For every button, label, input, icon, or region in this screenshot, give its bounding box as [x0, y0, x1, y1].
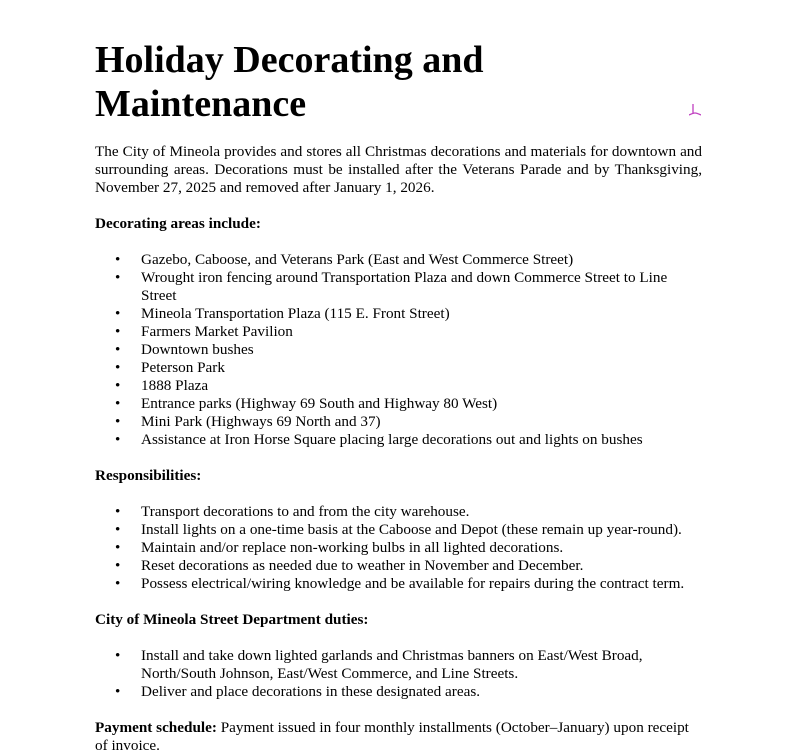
bullet-icon: •	[115, 395, 121, 412]
list-item-text: Maintain and/or replace non-working bulbs in all lighted decorations.	[141, 539, 564, 556]
bullet-icon: •	[115, 359, 121, 376]
decorating-areas-list	[95, 251, 702, 449]
list-item	[95, 557, 702, 575]
list-item-text: Mini Park (Highways 69 North and 37)	[141, 413, 381, 430]
list-item	[95, 341, 702, 359]
list-item	[95, 413, 702, 431]
list-item	[95, 431, 702, 449]
bullet-icon: •	[115, 269, 121, 286]
list-item-text: Wrought iron fencing around Transportation Plaza and down Commerce Street to Line Street	[141, 269, 668, 304]
bullet-icon: •	[115, 575, 121, 592]
list-item	[95, 323, 702, 341]
payment-schedule-label: Payment schedule:	[95, 719, 217, 736]
list-item	[95, 683, 702, 701]
list-item-text: Install and take down lighted garlands and Christmas banners on East/West Broad, North/South Johnson, East/West Commerce, and Line Streets.	[141, 647, 643, 682]
intro-paragraph: The City of Mineola provides and stores all Christmas decorations and materials for downtown and surrounding areas. Decorations must be installed after the Veterans Parade and by Thanksgiving, November 27, 2025 and removed after January 1, 2026.	[95, 143, 702, 196]
list-item	[95, 521, 702, 539]
list-item-text: Downtown bushes	[141, 341, 254, 358]
responsibilities-list	[95, 503, 702, 593]
list-item-text: Gazebo, Caboose, and Veterans Park (East and West Commerce Street)	[141, 251, 574, 268]
bullet-icon: •	[115, 431, 121, 448]
list-item	[95, 269, 702, 305]
list-item-text: Reset decorations as needed due to weather in November and December.	[141, 557, 584, 574]
bullet-icon: •	[115, 323, 121, 340]
list-item	[95, 251, 702, 269]
list-item	[95, 377, 702, 395]
list-item-text: Entrance parks (Highway 69 South and Highway 80 West)	[141, 395, 498, 412]
payment-schedule	[95, 719, 702, 755]
list-item-text: Mineola Transportation Plaza (115 E. Front Street)	[141, 305, 450, 322]
list-item-text: Install lights on a one-time basis at the Caboose and Depot (these remain up year-round).	[141, 521, 682, 538]
bullet-icon: •	[115, 539, 121, 556]
bullet-icon: •	[115, 521, 121, 538]
responsibilities-heading: Responsibilities:	[95, 467, 202, 484]
list-item-text: Deliver and place decorations in these designated areas.	[141, 683, 481, 700]
street-department-list	[95, 647, 702, 701]
decorating-areas-heading: Decorating areas include:	[95, 215, 261, 232]
payment-schedule-text: Payment issued in four monthly installments (October–January) upon receipt of invoice.	[95, 719, 689, 754]
list-item-text: 1888 Plaza	[141, 377, 209, 394]
list-item-text: Possess electrical/wiring knowledge and be available for repairs during the contract term.	[141, 575, 685, 592]
list-item-text: Farmers Market Pavilion	[141, 323, 293, 340]
list-item-text: Transport decorations to and from the city warehouse.	[141, 503, 470, 520]
street-department-heading: City of Mineola Street Department duties:	[95, 611, 369, 628]
bullet-icon: •	[115, 341, 121, 358]
list-item	[95, 503, 702, 521]
list-item	[95, 305, 702, 323]
list-item	[95, 647, 702, 683]
list-item	[95, 359, 702, 377]
bullet-icon: •	[115, 557, 121, 574]
bullet-icon: •	[115, 305, 121, 322]
list-item	[95, 395, 702, 413]
bullet-icon: •	[115, 413, 121, 430]
list-item-text: Peterson Park	[141, 359, 225, 376]
document-page	[95, 38, 702, 755]
document-title: Holiday Decorating and Maintenance	[95, 39, 484, 125]
bullet-icon: •	[115, 377, 121, 394]
text-cursor-icon	[689, 104, 701, 118]
bullet-icon: •	[115, 503, 121, 520]
bullet-icon: •	[115, 683, 121, 700]
bullet-icon: •	[115, 647, 121, 664]
list-item-text: Assistance at Iron Horse Square placing large decorations out and lights on bushes	[141, 431, 643, 448]
list-item	[95, 539, 702, 557]
list-item	[95, 575, 702, 593]
bullet-icon: •	[115, 251, 121, 268]
